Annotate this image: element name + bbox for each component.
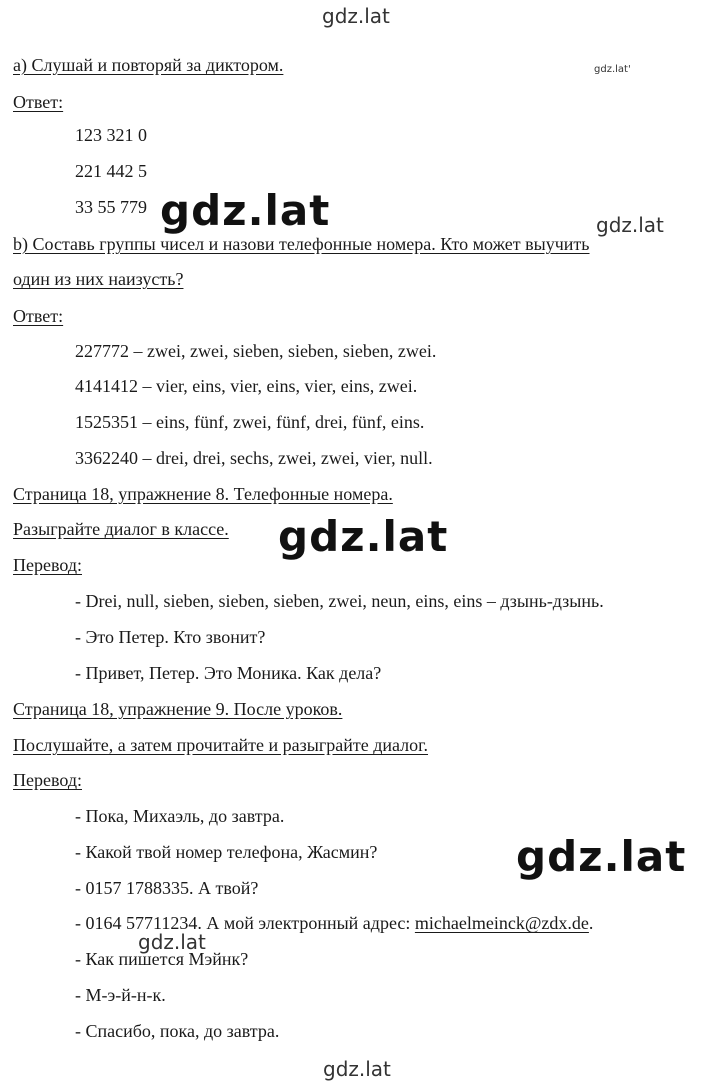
answer-number: 221 442 5 — [75, 161, 147, 181]
watermark: gdz.lat — [160, 186, 331, 235]
dialog-line-email — [75, 912, 593, 934]
answer-item: 3362240 – drei, drei, sechs, zwei, zwei, vier, null. — [75, 448, 433, 468]
task-b-line2: один из них наизусть? — [13, 269, 184, 289]
dialog-line: - Это Петер. Кто звонит? — [75, 627, 266, 647]
answer-number: 33 55 779 — [75, 197, 147, 217]
watermark: gdz.lat — [138, 930, 206, 954]
watermark: gdz.lat — [516, 832, 687, 881]
dialog-line: - 0157 1788335. А твой? — [75, 878, 259, 898]
dialog-line: - Какой твой номер телефона, Жасмин? — [75, 842, 378, 862]
exercise-8-task: Разыграйте диалог в классе. — [13, 519, 229, 539]
translation-label: Перевод: — [13, 555, 82, 575]
email-link[interactable]: michaelmeinck@zdx.de — [414, 913, 589, 933]
dialog-line: - Привет, Петер. Это Моника. Как дела? — [75, 663, 382, 683]
answer-label: Ответ: — [13, 306, 64, 326]
dialog-text: . — [588, 913, 594, 933]
dialog-line: - Drei, null, sieben, sieben, sieben, zwei, neun, eins, eins – дзынь-дзынь. — [75, 591, 604, 611]
answer-item: 227772 – zwei, zwei, sieben, sieben, sieben, zwei. — [75, 341, 437, 361]
task-b-line1: b) Составь группы чисел и назови телефонные номера. Кто может выучить — [13, 234, 590, 254]
dialog-line: - Пока, Михаэль, до завтра. — [75, 806, 285, 826]
dialog-line: - М-э-й-н-к. — [75, 985, 166, 1005]
watermark: gdz.lat — [322, 4, 390, 28]
dialog-text: - 0164 57711234. А мой электронный адрес: — [75, 913, 415, 933]
exercise-9-title: Страница 18, упражнение 9. После уроков. — [13, 699, 343, 719]
translation-label: Перевод: — [13, 770, 82, 790]
answer-label: Ответ: — [13, 92, 64, 112]
watermark: gdz.lat — [278, 512, 449, 561]
dialog-line: - Спасибо, пока, до завтра. — [75, 1021, 280, 1041]
task-a: a) Слушай и повторяй за диктором. — [13, 55, 284, 75]
watermark: gdz.lat' — [594, 64, 631, 75]
answer-item: 1525351 – eins, fünf, zwei, fünf, drei, fünf, eins. — [75, 412, 425, 432]
answer-number: 123 321 0 — [75, 125, 147, 145]
exercise-9-task: Послушайте, а затем прочитайте и разыграйте диалог. — [13, 735, 429, 755]
exercise-8-title: Страница 18, упражнение 8. Телефонные номера. — [13, 484, 393, 504]
dialog-line: - Как пишется Мэйнк? — [75, 949, 249, 969]
answer-item: 4141412 – vier, eins, vier, eins, vier, eins, zwei. — [75, 376, 418, 396]
watermark: gdz.lat — [323, 1057, 391, 1081]
watermark: gdz.lat — [596, 213, 664, 237]
